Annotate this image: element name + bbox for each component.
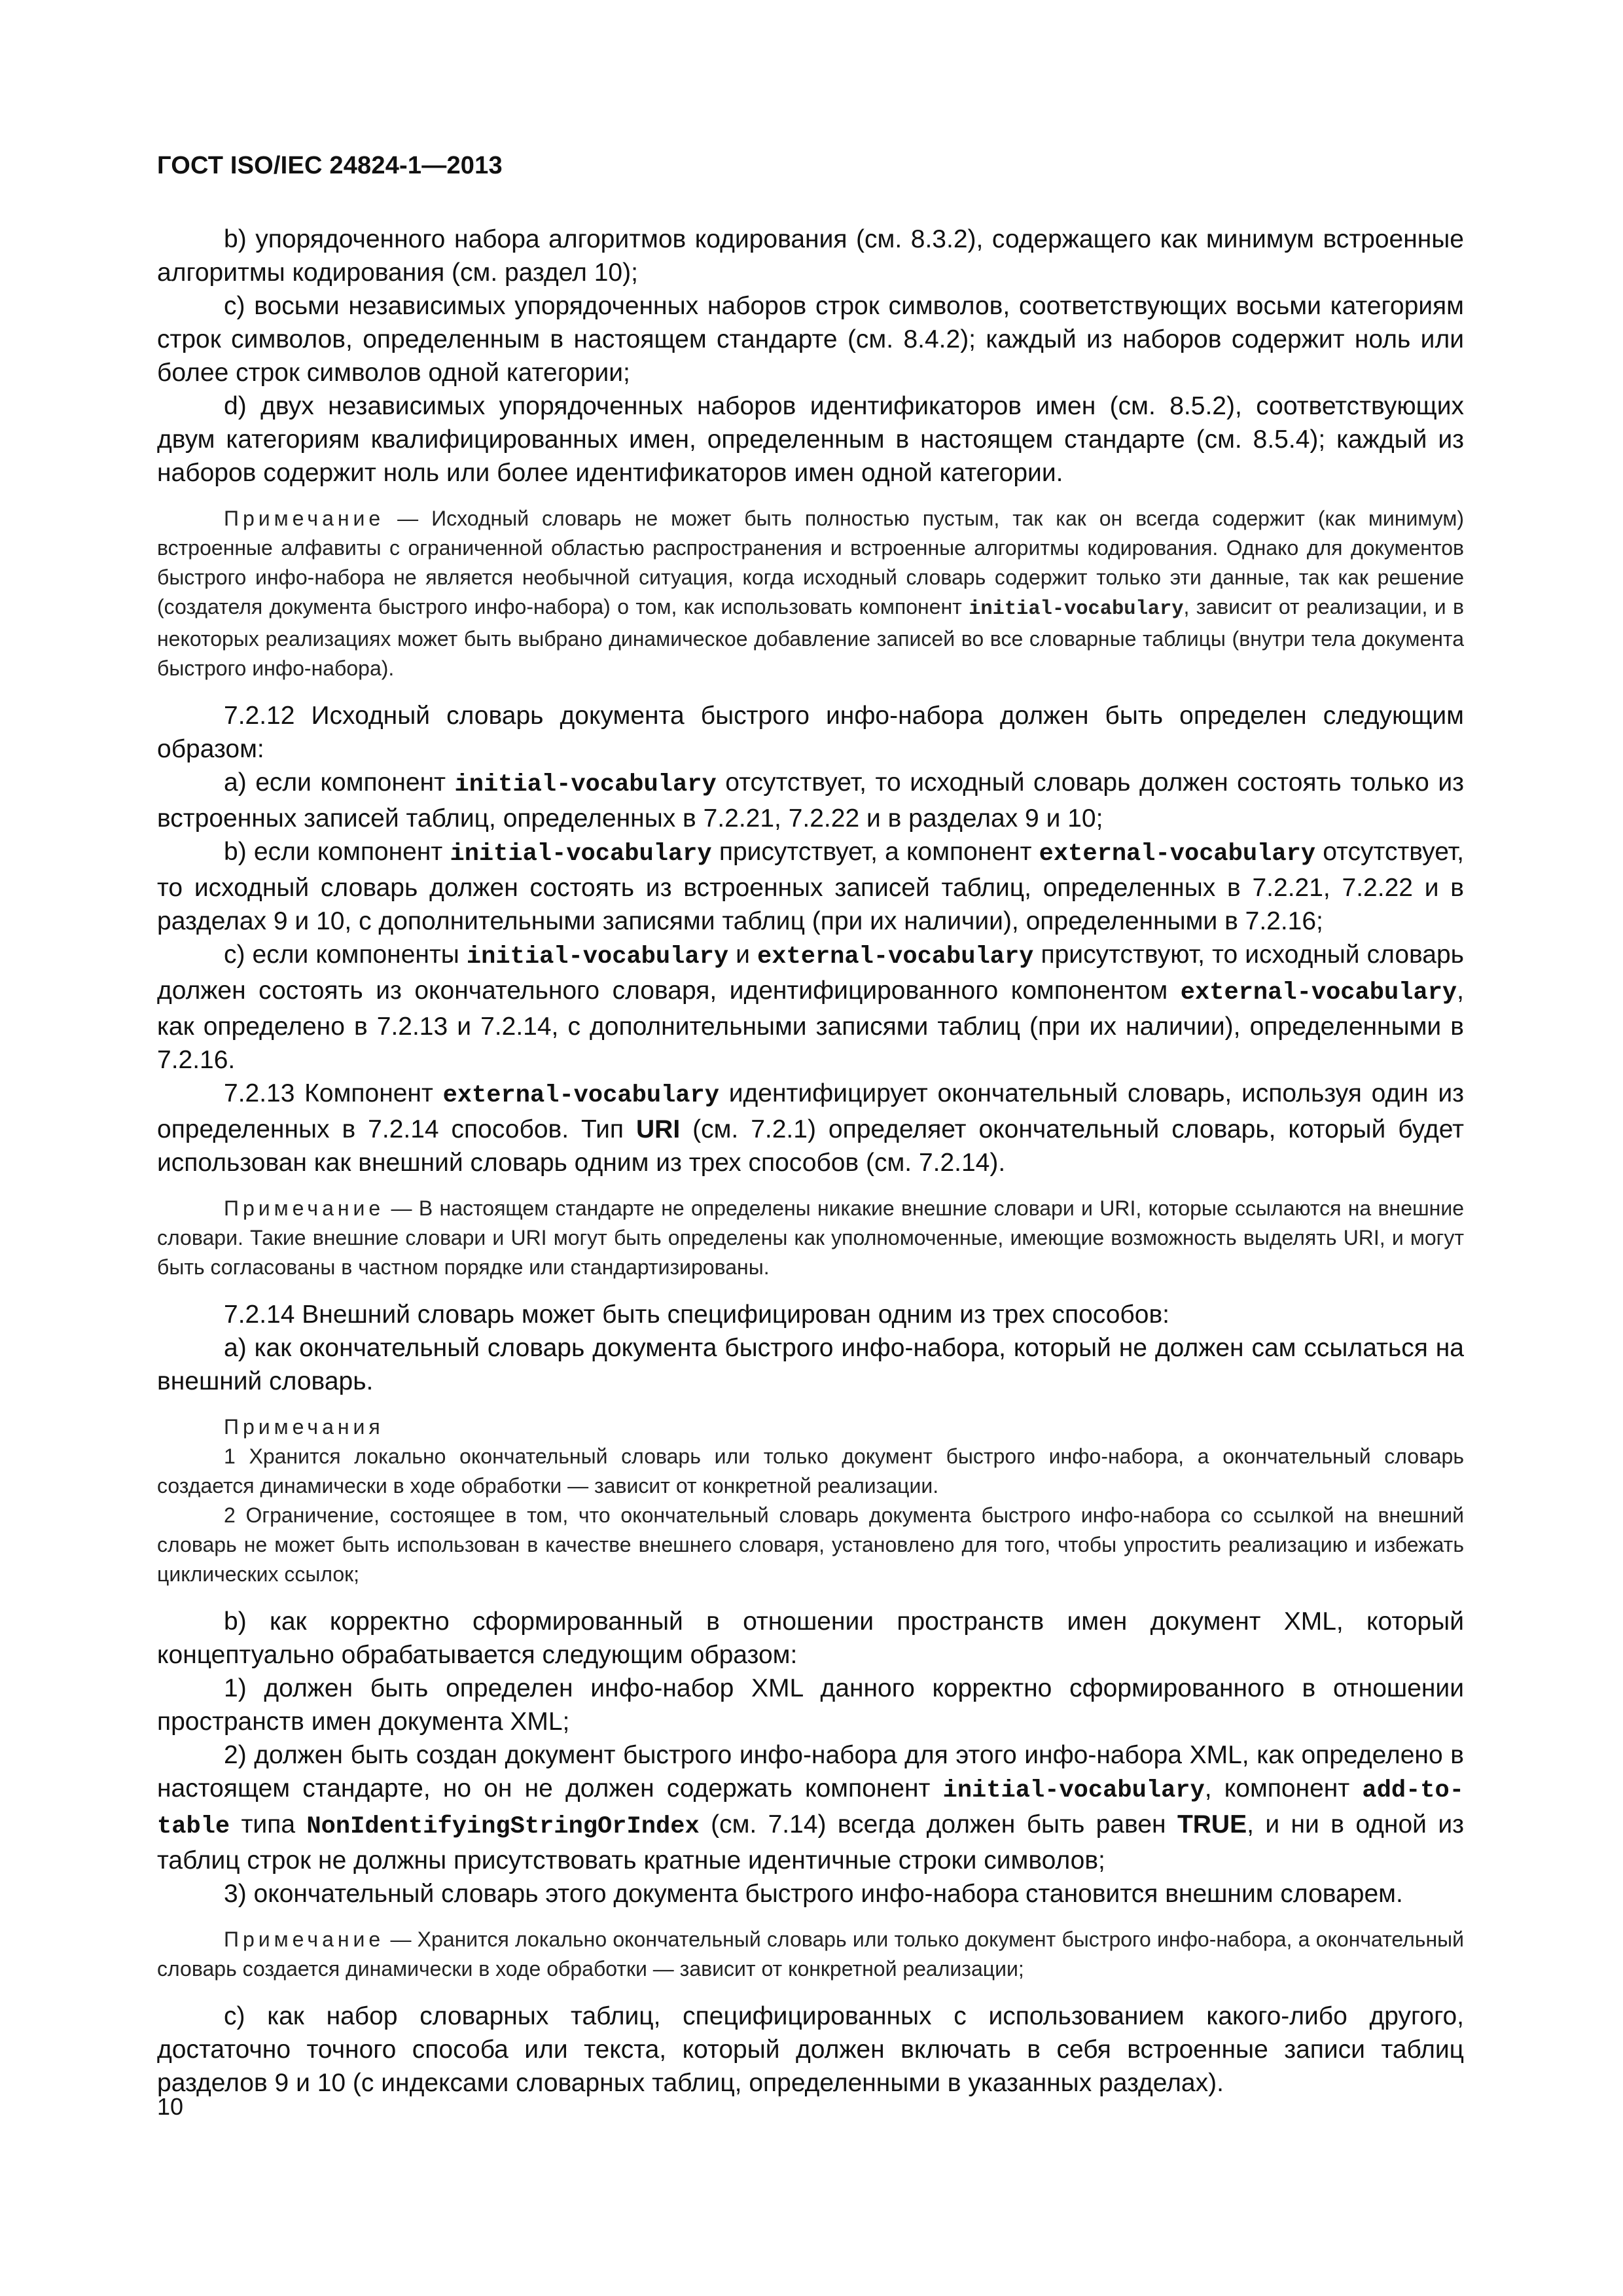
notes-heading: Примечания: [224, 1415, 384, 1439]
note-dash: —: [384, 507, 432, 530]
code-term: initial-vocabulary: [450, 840, 712, 868]
note-text: , зависит от реализации, и в некоторых реализациях может быть выбрано динамическое добавление записей во все словарные таблицы (внутри тела документа быстрого инфо-набора).: [157, 595, 1465, 680]
text: типа: [230, 1810, 307, 1839]
text: , как определено в 7.2.13 и 7.2.14, с дополнительными записями таблиц (при их наличии), определенными в 7.2.16.: [157, 977, 1464, 1074]
text: a) если компонент: [224, 768, 455, 797]
list-item-d: d) двух независимых упорядоченных наборов идентификаторов имен (см. 8.5.2), соответствующих двум категориям квалифицированных имен, определенным в настоящем стандарте (см. 8.5.4); каждый из наборов содержит ноль или более идентификаторов имен одной категории.: [157, 392, 1464, 487]
code-term: external-vocabulary: [1180, 979, 1457, 1007]
note-label: Примечание: [224, 1196, 385, 1220]
note-dash: —: [384, 1196, 419, 1220]
list-item-b: b) упорядоченного набора алгоритмов кодирования (см. 8.3.2), содержащего как минимум встроенные алгоритмы кодирования (см. раздел 10);: [157, 225, 1464, 287]
text: отсутствует, то исходный словарь должен состоять только из встроенных записей таблиц, определенных в 7.2.21, 7.2.22 и в разделах 9 и 10;: [157, 768, 1464, 833]
code-term: external-vocabulary: [757, 943, 1034, 971]
note-label: Примечание: [224, 1928, 385, 1951]
code-term: add-to-table: [157, 1777, 1464, 1840]
text: , компонент: [1204, 1774, 1363, 1803]
code-term: NonIdentifyingStringOrIndex: [306, 1813, 700, 1840]
text: и: [728, 941, 758, 969]
text: 2) должен быть создан документ быстрого инфо-набора для этого инфо-набора XML, как определено в настоящем стандарте, но он не должен содержать компонент: [157, 1741, 1464, 1803]
note-label: Примечание: [224, 507, 385, 530]
text: присутствует, а компонент: [711, 838, 1039, 866]
note-paragraph: [157, 1194, 1464, 1282]
uri-term: URI: [636, 1115, 681, 1143]
text: (см. 7.2.1) определяет окончательный словарь, который будет использован как внешний словарь одним из трех способов (см. 7.2.14).: [157, 1115, 1464, 1177]
clause-7-2-12-c: [157, 938, 1464, 1077]
note-item-2: 2 Ограничение, состоящее в том, что окончательный словарь документа быстрого инфо-набора со ссылкой на внешний словарь не может быть использован в качестве внешнего словаря, установлено для того, чтобы упростить реализацию и избежать циклических ссылок;: [157, 1503, 1464, 1586]
code-term: initial-vocabulary: [969, 598, 1184, 620]
code-term: initial-vocabulary: [466, 943, 729, 971]
text: b) если компонент: [224, 838, 450, 866]
clause-7-2-12-b: [157, 835, 1464, 938]
page-number: 10: [157, 2093, 184, 2120]
note-paragraph: [157, 1925, 1464, 1984]
text: (см. 7.14) всегда должен быть равен: [699, 1810, 1177, 1839]
step-2: [157, 1738, 1464, 1877]
step-3: 3) окончательный словарь этого документа быстрого инфо-набора становится внешним словарем.: [224, 1880, 1403, 1908]
note-dash: —: [384, 1928, 418, 1951]
text: c) если компоненты: [224, 941, 467, 969]
document-body: [157, 223, 1464, 2100]
clause-7-2-14-a: a) как окончательный словарь документа быстрого инфо-набора, который не должен сам ссылаться на внешний словарь.: [157, 1334, 1464, 1395]
text: идентифицирует окончательный словарь, используя один из определенных в 7.2.14 способов. Тип: [157, 1079, 1465, 1143]
list-item-c: c) восьми независимых упорядоченных наборов строк символов, соответствующих восьми категориям строк символов, определенным в настоящем стандарте (см. 8.4.2); каждый из наборов содержит ноль или более строк символов одной категории;: [157, 292, 1464, 387]
standard-header: ГОСТ ISO/IEC 24824-1—2013: [157, 152, 503, 179]
true-keyword: TRUE: [1177, 1810, 1247, 1839]
clause-7-2-14-c: c) как набор словарных таблиц, специфицированных с использованием какого-либо другого, достаточно точного способа или текста, который должен включать в себя встроенные записи таблиц разделов 9 и 10 (с индексами словарных таблиц, определенными в указанных разделах).: [157, 2002, 1464, 2097]
code-term: initial-vocabulary: [942, 1777, 1205, 1804]
clause-7-2-12-intro: 7.2.12 Исходный словарь документа быстрого инфо-набора должен быть определен следующим образом:: [157, 702, 1464, 763]
note-paragraph: [157, 504, 1464, 683]
code-term: external-vocabulary: [442, 1082, 719, 1109]
text: , и ни в одной из таблиц строк не должны присутствовать кратные идентичные строки символов;: [157, 1810, 1464, 1874]
text: 7.2.13 Компонент: [224, 1079, 443, 1107]
step-1: 1) должен быть определен инфо-набор XML данного корректно сформированного в отношении пространств имен документа XML;: [157, 1674, 1464, 1736]
clause-7-2-14-intro: 7.2.14 Внешний словарь может быть специфицирован одним из трех способов:: [224, 1300, 1170, 1329]
note-text: Хранится локально окончательный словарь или только документ быстрого инфо-набора, а окончательный словарь создается динамически в ходе обработки — зависит от конкретной реализации;: [157, 1928, 1464, 1981]
code-term: external-vocabulary: [1039, 840, 1316, 868]
code-term: initial-vocabulary: [454, 771, 717, 798]
note-text: В настоящем стандарте не определены никакие внешние словари и URI, которые ссылаются на внешние словари. Такие внешние словари и URI могут быть определены как уполномоченные, имеющие возможность выделять URI, и могут быть согласованы в частном порядке или стандартизированы.: [157, 1196, 1465, 1279]
clause-7-2-13: [157, 1077, 1464, 1179]
clause-7-2-14-b: b) как корректно сформированный в отношении пространств имен документ XML, который концептуально обрабатывается следующим образом:: [157, 1607, 1464, 1669]
note-text: Исходный словарь не может быть полностью пустым, так как он всегда содержит (как минимум) встроенные алфавиты с ограниченной областью распространения и встроенные алгоритмы кодирования. Однако для документов быстрого инфо-набора не является необычной ситуация, когда исходный словарь содержит только эти данные, так как решение (создателя документа быстрого инфо-набора) о том, как использовать компонент: [157, 507, 1465, 619]
text: отсутствует, то исходный словарь должен состоять из встроенных записей таблиц, определенных в 7.2.21, 7.2.22 и в разделах 9 и 10, с дополнительными записями таблиц (при их наличии), определенными в 7.2.16;: [157, 838, 1465, 935]
text: присутствуют, то исходный словарь должен состоять из окончательного словаря, идентифицированного компонентом: [157, 941, 1464, 1005]
note-item-1: 1 Хранится локально окончательный словарь или только документ быстрого инфо-набора, а окончательный словарь создается динамически в ходе обработки — зависит от конкретной реализации.: [157, 1444, 1464, 1498]
clause-7-2-12-a: [157, 766, 1464, 835]
